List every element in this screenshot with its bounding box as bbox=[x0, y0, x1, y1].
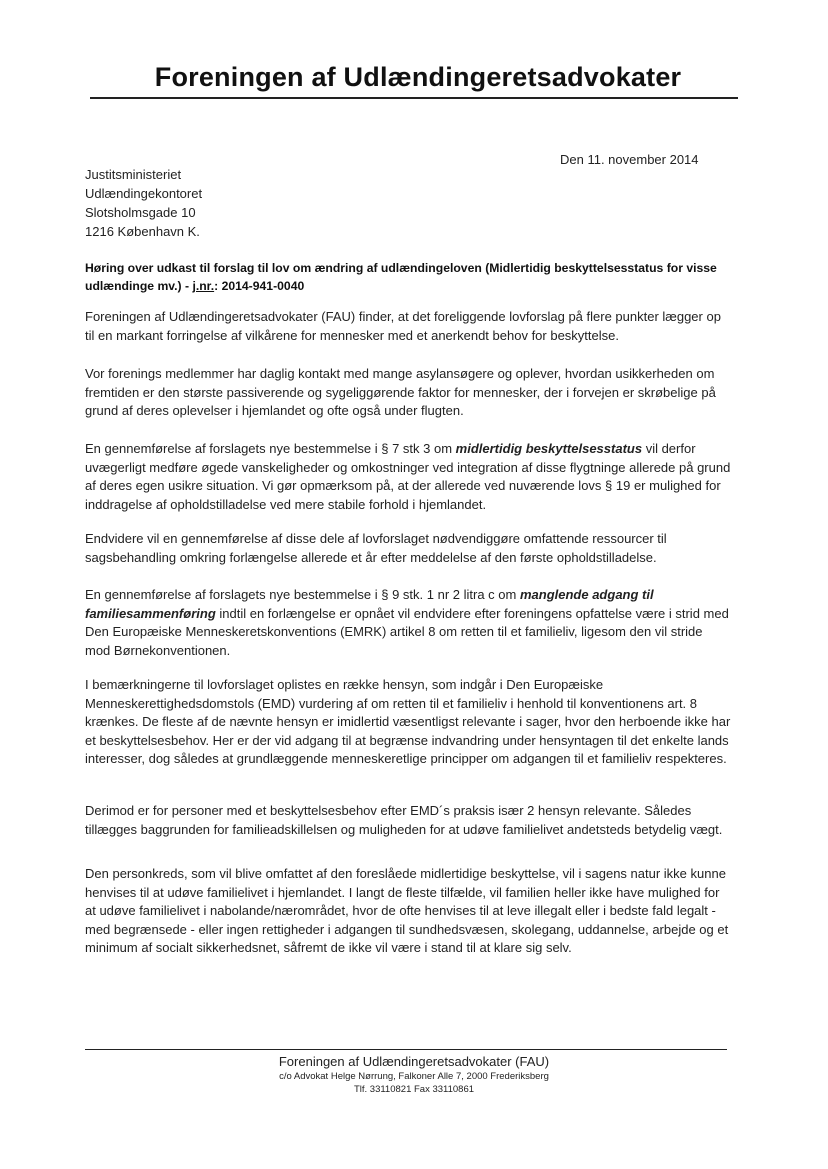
recipient-line: Udlændingekontoret bbox=[85, 186, 203, 201]
paragraph-4: Endvidere vil en gennemførelse af disse dele af lovforslaget nødvendiggøre omfattende ressourcer til sagsbehandling omkring forlængelse allerede et år efter meddelelse af den første opholdstilladelse. bbox=[85, 531, 667, 565]
paragraph-3-emphasis: midlertidig beskyttelsesstatus bbox=[455, 441, 643, 456]
subject-text: Høring over udkast til forslag til lov om ændring af udlændingeloven (Midlertidig beskyttelsesstatus for visse udlændinge mv.) - bbox=[85, 261, 717, 293]
recipient-line: Justitsministeriet bbox=[85, 167, 182, 182]
paragraph-2: Vor forenings medlemmer har daglig kontakt med mange asylansøgere og oplever, hvordan usikkerheden om fremtiden er den største passiverende og sygeliggørende faktor for mennesker, der i forvejen er skrøbelige på grund af deres oplevelser i hjemlandet og ofte også under flugten. bbox=[85, 366, 716, 418]
recipient-address bbox=[85, 165, 202, 241]
recipient-line: Slotsholmsgade 10 bbox=[85, 205, 196, 220]
paragraph-8: Den personkreds, som vil blive omfattet af den foreslåede midlertidige beskyttelse, vil i sagens natur ikke kunne henvises til at udøve familielivet i hjemlandet. I langt de fleste tilfælde, vil familien heller ikke have mulighed for at udøve familielivet i nabolande/nærområdet, hvor de ofte henvises til at leve illegalt eller i bedste fald legalt - med begrænsede - eller ingen rettigheder i adgangen til sundhedsvæsen, skolegang, uddannelse, arbejde og et minimum af socialt sikkerhedsnet, såfremt de ikke vil være i stand til at klare sig selv. bbox=[85, 866, 729, 955]
subject-jnr-value: : 2014-941-0040 bbox=[214, 279, 305, 293]
footer-address: c/o Advokat Helge Nørrung, Falkoner Alle 7, 2000 Frederiksberg bbox=[279, 1071, 549, 1082]
subject-jnr-label: j.nr. bbox=[192, 279, 215, 293]
header-divider bbox=[90, 97, 738, 99]
letterhead-title: Foreningen af Udlændingeretsadvokater bbox=[154, 62, 682, 92]
paragraph-3 bbox=[85, 440, 731, 514]
footer-phone: Tlf. 33110821 Fax 33110861 bbox=[353, 1084, 475, 1095]
footer-organization: Foreningen af Udlændingeretsadvokater (FAU) bbox=[278, 1054, 550, 1069]
letter-date: Den 11. november 2014 bbox=[560, 152, 699, 167]
paragraph-5-text: En gennemførelse af forslagets nye bestemmelse i § 9 stk. 1 nr 2 litra c om bbox=[85, 587, 520, 602]
paragraph-5 bbox=[85, 586, 731, 660]
footer-divider bbox=[85, 1049, 727, 1050]
paragraph-3-text: vil derfor uvægerligt medføre øgede vanskeligheder og omkostninger ved integration af disse flygtninge allerede på grund af deres egen usikre situation. Vi gør opmærksom på, at der allerede ved nuværende lovs § 19 er mulighed for inddragelse af opholdstilladelse ved mere stabile forhold i hjemlandet. bbox=[85, 441, 731, 512]
letter-subject bbox=[85, 259, 730, 295]
paragraph-6: I bemærkningerne til lovforslaget oplistes en række hensyn, som indgår i Den Europæiske Menneskerettighedsdomstols (EMD) vurdering af om retten til et familieliv i henhold til konventionens art. 8 krænkes. De fleste af de nævnte hensyn er imidlertid væsentligst relevante i sager, hvor den herboende ikke har et beskyttelsesbehov. Her er der vid adgang til at begrænse indvandring under hensyntagen til det enkelte lands interesser, dog således at grundlæggende menneskeretlige principper om adgangen til et familieliv respekteres. bbox=[85, 677, 731, 766]
paragraph-5-text: indtil en forlængelse er opnået vil endvidere efter foreningens opfattelse være i strid med Den Europæiske Menneskeretskonventions (EMRK) artikel 8 om retten til et familieliv, ligesom den vil stride mod Børnekonventionen. bbox=[85, 605, 729, 658]
paragraph-3-text: En gennemførelse af forslagets nye bestemmelse i § 7 stk 3 om bbox=[85, 441, 456, 456]
recipient-line: 1216 København K. bbox=[85, 224, 200, 239]
paragraph-5-emphasis: manglende adgang til familiesammenføring bbox=[85, 587, 654, 621]
paragraph-1: Foreningen af Udlændingeretsadvokater (FAU) finder, at det foreliggende lovforslag på flere punkter lægger op til en markant forringelse af vilkårene for mennesker med et anerkendt behov for beskyttelse. bbox=[85, 309, 721, 343]
paragraph-7: Derimod er for personer med et beskyttelsesbehov efter EMD´s praksis især 2 hensyn relevante. Således tillægges baggrunden for familieadskillelsen og muligheden for at udøve familielivet andetsteds betydelig vægt. bbox=[85, 803, 723, 837]
